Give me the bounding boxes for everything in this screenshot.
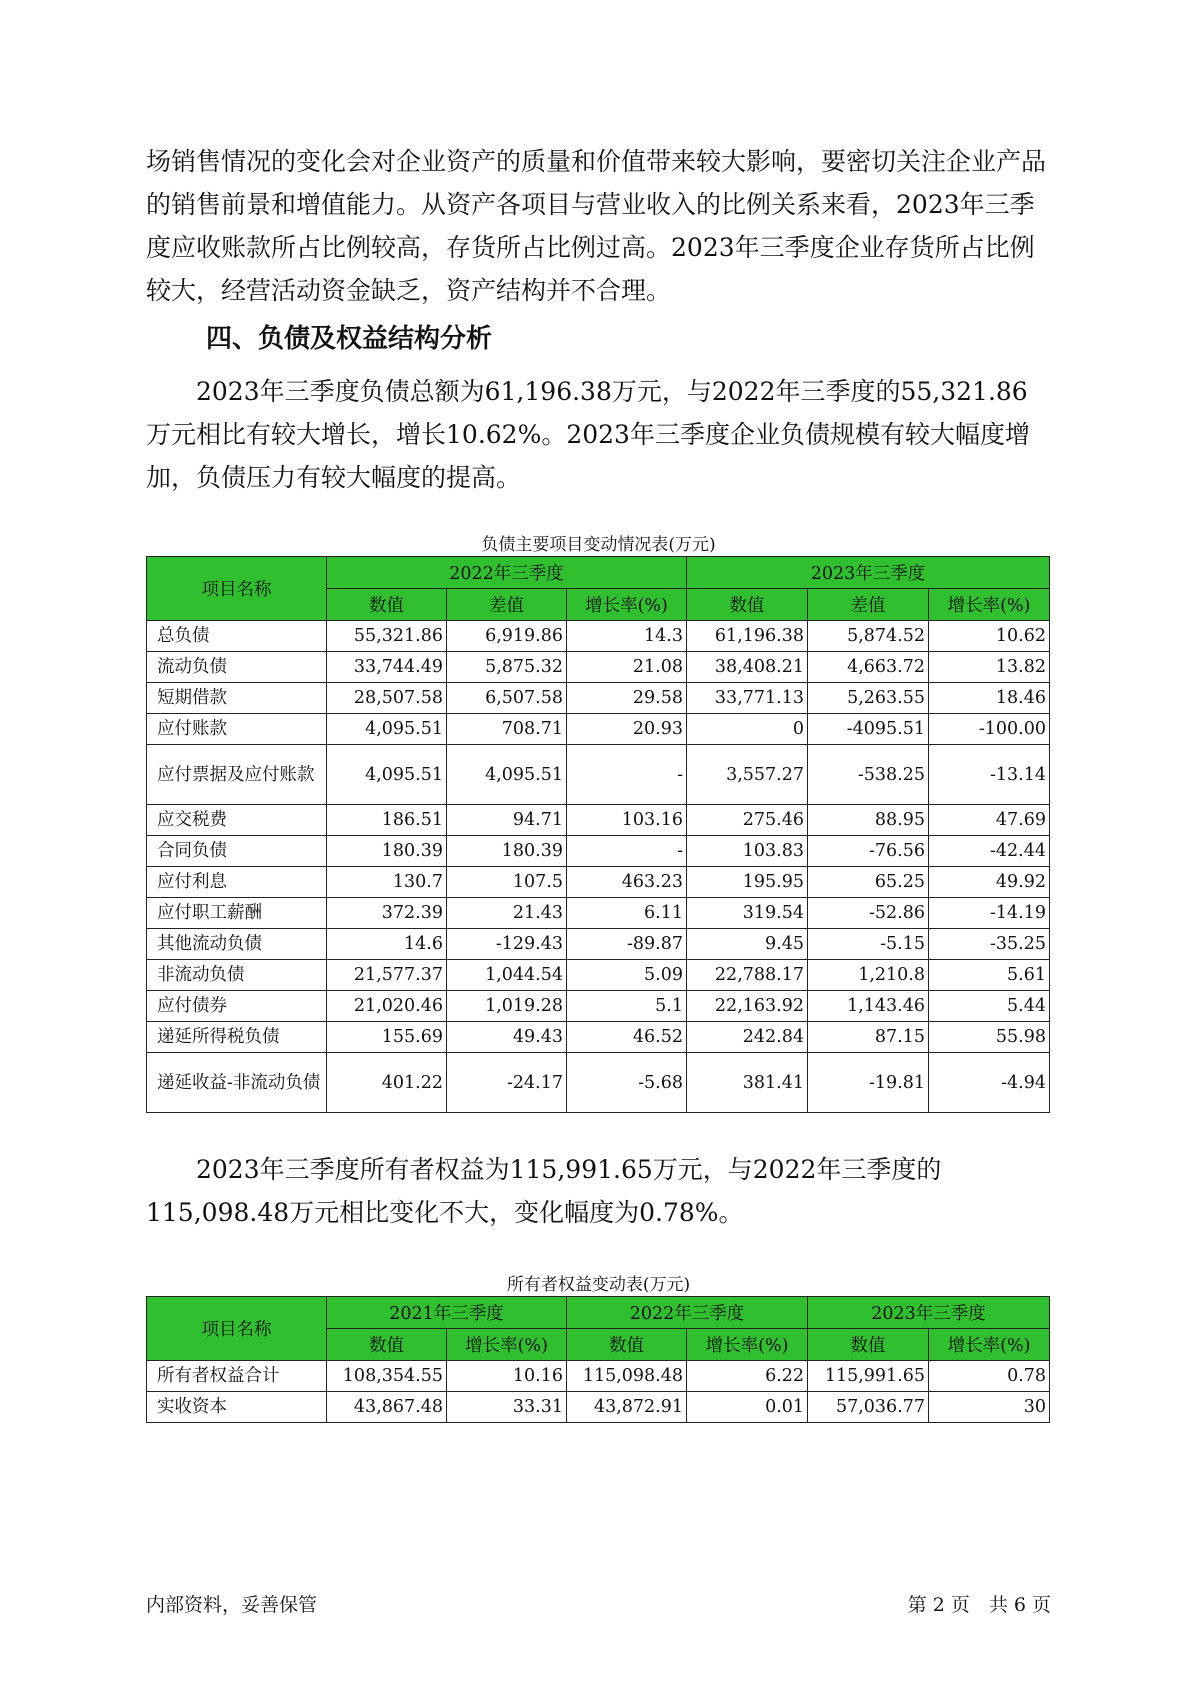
table2-sub-value: 数值	[567, 1329, 687, 1361]
cell-rate: -89.87	[567, 929, 687, 960]
cell-value: 401.22	[327, 1053, 447, 1113]
cell-diff: -5.15	[808, 929, 929, 960]
cell-diff: -19.81	[808, 1053, 929, 1113]
row-name: 应付利息	[147, 867, 327, 898]
table2-sub-rate: 增长率(%)	[447, 1329, 567, 1361]
table-row	[147, 898, 1050, 929]
table1-sub-value: 数值	[327, 589, 447, 621]
row-name: 应付职工薪酬	[147, 898, 327, 929]
row-name: 实收资本	[147, 1392, 327, 1423]
cell-diff: 5,875.32	[447, 652, 567, 683]
cell-diff: 708.71	[447, 714, 567, 745]
cell-value: 108,354.55	[327, 1361, 447, 1392]
cell-value: 381.41	[687, 1053, 808, 1113]
cell-rate: 0.01	[687, 1392, 808, 1423]
cell-rate: 6.22	[687, 1361, 808, 1392]
table-row	[147, 836, 1050, 867]
cell-value: 43,867.48	[327, 1392, 447, 1423]
table2-sub-value: 数值	[808, 1329, 929, 1361]
cell-diff: -76.56	[808, 836, 929, 867]
section-heading: 四、负债及权益结构分析	[206, 324, 493, 354]
cell-value: 4,095.51	[327, 745, 447, 805]
cell-value: 180.39	[327, 836, 447, 867]
cell-diff: 4,663.72	[808, 652, 929, 683]
intro-paragraph: 场销售情况的变化会对企业资产的质量和价值带来较大影响，要密切关注企业产品的销售前景和增值能力。从资产各项目与营业收入的比例关系来看，2023年三季度应收账款所占比例较高，存货所占比例过高。2023年三季度企业存货所占比例较大，经营活动资金缺乏，资产结构并不合理。	[146, 147, 1047, 305]
cell-diff: 21.43	[447, 898, 567, 929]
row-name: 应付债券	[147, 991, 327, 1022]
row-name: 所有者权益合计	[147, 1361, 327, 1392]
cell-value: 186.51	[327, 805, 447, 836]
row-name: 总负债	[147, 621, 327, 652]
equity-paragraph: 2023年三季度所有者权益为115,991.65万元，与2022年三季度的115,098.48万元相比变化不大，变化幅度为0.78%。	[146, 1155, 942, 1227]
table-row	[147, 991, 1050, 1022]
table1-sub-diff: 差值	[447, 589, 567, 621]
cell-value: 57,036.77	[808, 1392, 929, 1423]
cell-value: 55,321.86	[327, 621, 447, 652]
cell-diff: 107.5	[447, 867, 567, 898]
table1-header-name: 项目名称	[147, 557, 327, 621]
cell-rate: 10.16	[447, 1361, 567, 1392]
equity-table	[146, 1296, 1050, 1423]
cell-rate: -42.44	[929, 836, 1050, 867]
cell-value: 14.6	[327, 929, 447, 960]
table-row	[147, 1392, 1050, 1423]
cell-rate: 21.08	[567, 652, 687, 683]
cell-rate: 5.61	[929, 960, 1050, 991]
footer-confidential-note: 内部资料，妥善保管	[146, 1594, 318, 1616]
row-name: 应付账款	[147, 714, 327, 745]
row-name: 流动负债	[147, 652, 327, 683]
cell-rate: -14.19	[929, 898, 1050, 929]
cell-value: 4,095.51	[327, 714, 447, 745]
table1-caption: 负债主要项目变动情况表(万元)	[481, 535, 716, 555]
table-row	[147, 683, 1050, 714]
cell-value: 21,020.46	[327, 991, 447, 1022]
cell-value: 319.54	[687, 898, 808, 929]
row-name: 递延所得税负债	[147, 1022, 327, 1053]
cell-rate: -	[567, 836, 687, 867]
table2-header-period2: 2022年三季度	[567, 1297, 808, 1329]
cell-value: 22,788.17	[687, 960, 808, 991]
cell-value: 33,744.49	[327, 652, 447, 683]
row-name: 应付票据及应付账款	[147, 745, 327, 805]
cell-value: 43,872.91	[567, 1392, 687, 1423]
cell-rate: 103.16	[567, 805, 687, 836]
cell-diff: 1,044.54	[447, 960, 567, 991]
cell-value: 103.83	[687, 836, 808, 867]
table2-caption: 所有者权益变动表(万元)	[506, 1275, 691, 1295]
cell-rate: 29.58	[567, 683, 687, 714]
cell-rate: 46.52	[567, 1022, 687, 1053]
row-name: 短期借款	[147, 683, 327, 714]
table1-sub-rate: 增长率(%)	[567, 589, 687, 621]
cell-rate: 33.31	[447, 1392, 567, 1423]
cell-diff: 1,210.8	[808, 960, 929, 991]
cell-rate: 5.1	[567, 991, 687, 1022]
cell-rate: 49.92	[929, 867, 1050, 898]
cell-value: 155.69	[327, 1022, 447, 1053]
cell-diff: 94.71	[447, 805, 567, 836]
cell-rate: -5.68	[567, 1053, 687, 1113]
cell-value: 372.39	[327, 898, 447, 929]
cell-diff: 5,263.55	[808, 683, 929, 714]
cell-rate: -4.94	[929, 1053, 1050, 1113]
table2-sub-rate: 增长率(%)	[687, 1329, 808, 1361]
table2-header-period3: 2023年三季度	[808, 1297, 1050, 1329]
table-row	[147, 805, 1050, 836]
cell-diff: 4,095.51	[447, 745, 567, 805]
cell-value: 38,408.21	[687, 652, 808, 683]
cell-rate: 5.44	[929, 991, 1050, 1022]
table-row	[147, 867, 1050, 898]
cell-rate: -100.00	[929, 714, 1050, 745]
table1-sub-diff: 差值	[808, 589, 929, 621]
footer-page-number: 第 2 页 共 6 页	[907, 1594, 1051, 1616]
table-row	[147, 652, 1050, 683]
cell-rate: 463.23	[567, 867, 687, 898]
cell-value: 115,098.48	[567, 1361, 687, 1392]
cell-rate: 55.98	[929, 1022, 1050, 1053]
cell-value: 28,507.58	[327, 683, 447, 714]
cell-rate: 18.46	[929, 683, 1050, 714]
cell-rate: 13.82	[929, 652, 1050, 683]
cell-diff: 49.43	[447, 1022, 567, 1053]
cell-diff: -52.86	[808, 898, 929, 929]
cell-diff: -24.17	[447, 1053, 567, 1113]
table-row	[147, 1361, 1050, 1392]
cell-diff: 6,919.86	[447, 621, 567, 652]
table-row	[147, 745, 1050, 805]
cell-diff: 6,507.58	[447, 683, 567, 714]
row-name: 其他流动负债	[147, 929, 327, 960]
cell-value: 9.45	[687, 929, 808, 960]
cell-value: 22,163.92	[687, 991, 808, 1022]
row-name: 非流动负债	[147, 960, 327, 991]
cell-value: 21,577.37	[327, 960, 447, 991]
cell-diff: 87.15	[808, 1022, 929, 1053]
table2-header-period1: 2021年三季度	[327, 1297, 567, 1329]
table2-sub-value: 数值	[327, 1329, 447, 1361]
cell-diff: 1,143.46	[808, 991, 929, 1022]
cell-rate: 0.78	[929, 1361, 1050, 1392]
cell-diff: 180.39	[447, 836, 567, 867]
cell-diff: 88.95	[808, 805, 929, 836]
row-name: 合同负债	[147, 836, 327, 867]
table-row	[147, 714, 1050, 745]
cell-rate: 6.11	[567, 898, 687, 929]
liability-table	[146, 556, 1050, 1113]
cell-diff: 1,019.28	[447, 991, 567, 1022]
table1-sub-rate: 增长率(%)	[929, 589, 1050, 621]
table-row	[147, 621, 1050, 652]
table2-sub-rate: 增长率(%)	[929, 1329, 1050, 1361]
cell-diff: 65.25	[808, 867, 929, 898]
cell-rate: 14.3	[567, 621, 687, 652]
cell-value: 3,557.27	[687, 745, 808, 805]
cell-rate: -13.14	[929, 745, 1050, 805]
table1-sub-value: 数值	[687, 589, 808, 621]
cell-diff: -129.43	[447, 929, 567, 960]
liability-paragraph: 2023年三季度负债总额为61,196.38万元，与2022年三季度的55,321.86万元相比有较大增长，增长10.62%。2023年三季度企业负债规模有较大幅度增加，负债压力有较大幅度的提高。	[146, 377, 1030, 492]
cell-value: 33,771.13	[687, 683, 808, 714]
row-name: 应交税费	[147, 805, 327, 836]
cell-value: 61,196.38	[687, 621, 808, 652]
cell-value: 130.7	[327, 867, 447, 898]
row-name: 递延收益-非流动负债	[147, 1053, 327, 1113]
cell-value: 242.84	[687, 1022, 808, 1053]
table-row	[147, 960, 1050, 991]
table-row	[147, 929, 1050, 960]
cell-value: 195.95	[687, 867, 808, 898]
cell-diff: 5,874.52	[808, 621, 929, 652]
cell-value: 115,991.65	[808, 1361, 929, 1392]
cell-value: 275.46	[687, 805, 808, 836]
cell-rate: 5.09	[567, 960, 687, 991]
table1-header-period1: 2022年三季度	[327, 557, 687, 589]
cell-diff: -538.25	[808, 745, 929, 805]
table1-header-period2: 2023年三季度	[687, 557, 1050, 589]
cell-value: 0	[687, 714, 808, 745]
cell-rate: 47.69	[929, 805, 1050, 836]
cell-rate: -35.25	[929, 929, 1050, 960]
cell-diff: -4095.51	[808, 714, 929, 745]
table-row	[147, 1053, 1050, 1113]
cell-rate: 30	[929, 1392, 1050, 1423]
cell-rate: 10.62	[929, 621, 1050, 652]
table-row	[147, 1022, 1050, 1053]
cell-rate: 20.93	[567, 714, 687, 745]
table2-header-name: 项目名称	[147, 1297, 327, 1361]
cell-rate: -	[567, 745, 687, 805]
